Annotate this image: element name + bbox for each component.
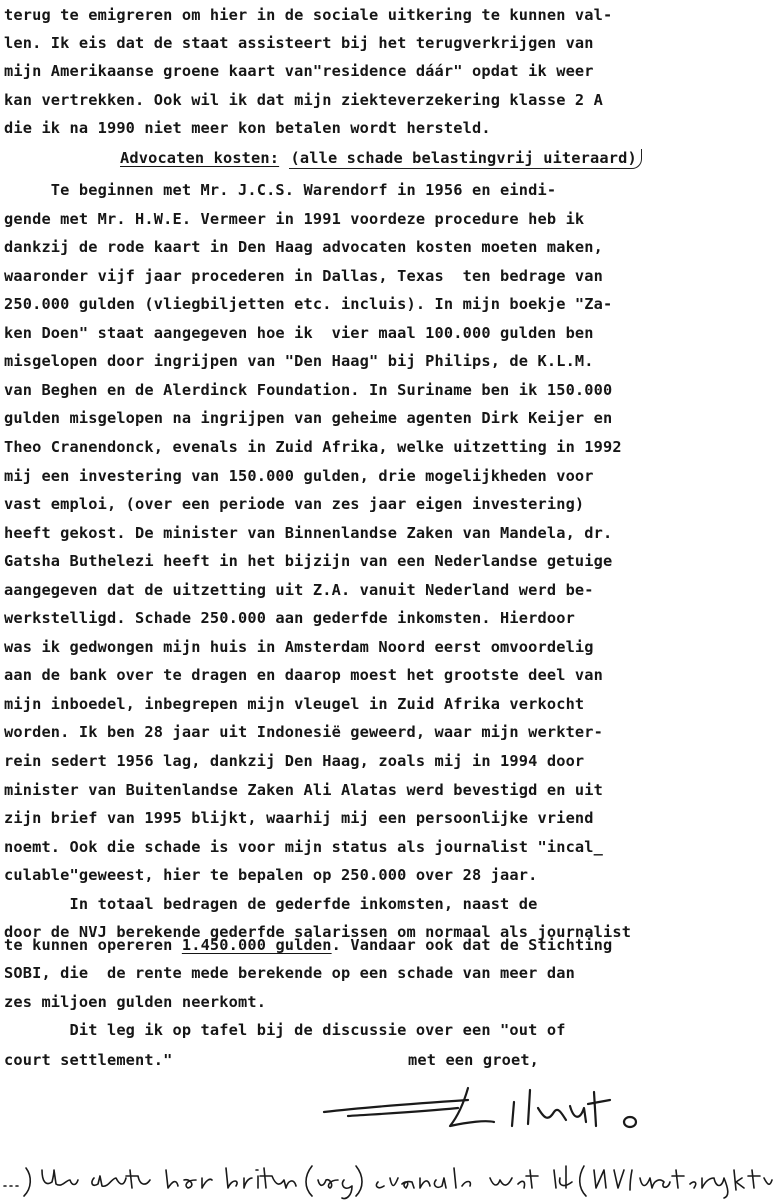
text-line: 250.000 gulden (vliegbiljetten etc. incluis). In mijn boekje "Za- bbox=[4, 295, 613, 314]
text-line: mijn inboedel, inbegrepen mijn vleugel in Zuid Afrika verkocht bbox=[4, 694, 585, 713]
text-line: In totaal bedragen de gederfde inkomsten, naast de bbox=[4, 894, 538, 913]
text-line: Gatsha Buthelezi heeft in het bijzijn van een Nederlandse getuige bbox=[4, 552, 613, 571]
text-line: Theo Cranendonck, evenals in Zuid Afrika, welke uitzetting in 1992 bbox=[4, 437, 622, 456]
text-line: werkstelligd. Schade 250.000 aan gederfde inkomsten. Hierdoor bbox=[4, 609, 575, 628]
text-line: rein sedert 1956 lag, dankzij Den Haag, zoals mij in 1994 door bbox=[4, 752, 585, 770]
text-line: minister van Buitenlandse Zaken Ali Alatas werd bevestigd en uit bbox=[4, 780, 604, 799]
heading-label: Advocaten kosten: bbox=[120, 149, 280, 167]
text-line: mijn Amerikaanse groene kaart van"residence dáár" opdat ik weer bbox=[4, 62, 594, 81]
text-line: Dit leg ik op tafel bij de discussie over een "out of bbox=[4, 1021, 566, 1039]
signature bbox=[318, 1078, 678, 1138]
text-line: kan vertrekken. Ook wil ik dat mijn ziekteverzekering klasse 2 A bbox=[4, 90, 604, 109]
text-line: len. Ik eis dat de staat assisteert bij het terugverkrijgen van bbox=[4, 34, 594, 53]
section-heading bbox=[120, 148, 642, 169]
text-line: heeft gekost. De minister van Binnenlandse Zaken van Mandela, dr. bbox=[4, 523, 613, 542]
text-line: terug te emigreren om hier in de sociale uitkering te kunnen val- bbox=[4, 6, 613, 24]
text-line: aan de bank over te dragen en daarop moest het grootste deel van bbox=[4, 666, 604, 685]
amount-line: te kunnen opereren 1.450.000 gulden. Vandaar ook dat de Stichting bbox=[4, 936, 613, 954]
text-line: zes miljoen gulden neerkomt. bbox=[4, 992, 267, 1011]
text-line: noemt. Ook die schade is voor mijn status als journalist "incal_ bbox=[4, 837, 604, 856]
text-line: culable"geweest, hier te bepalen op 250.000 over 28 jaar. bbox=[4, 866, 538, 885]
greeting: met een groet, bbox=[408, 1051, 540, 1069]
text-line: mij een investering van 150.000 gulden, drie mogelijkheden voor bbox=[4, 466, 594, 485]
text-line: worden. Ik ben 28 jaar uit Indonesië geweerd, waar mijn werkter- bbox=[4, 723, 604, 742]
text-line: aangegeven dat de uitzetting uit Z.A. vanuit Nederland werd be- bbox=[4, 580, 594, 599]
text-line: misgelopen door ingrijpen van "Den Haag" bij Philips, de K.L.M. bbox=[4, 352, 594, 371]
text-line: door de NVJ berekende gederfde salarissen om normaal als journalist bbox=[4, 923, 632, 942]
heading-note: (alle schade belastingvrij uiteraard) bbox=[289, 149, 642, 169]
text-line: gulden misgelopen na ingrijpen van geheime agenten Dirk Keijer en bbox=[4, 409, 613, 428]
text-line: SOBI, die de rente mede berekende op een schade van meer dan bbox=[4, 964, 575, 982]
text-line: zijn brief van 1995 blijkt, waarhij mij een persoonlijke vriend bbox=[4, 809, 594, 828]
text-line: court settlement." bbox=[4, 1051, 173, 1069]
text-line: was ik gedwongen mijn huis in Amsterdam Noord eerst omvoordelig bbox=[4, 637, 594, 656]
text-line: vast emploi, (over een periode van zes jaar eigen investering) bbox=[4, 495, 585, 514]
text-line: die ik na 1990 niet meer kon betalen wordt hersteld. bbox=[4, 118, 491, 137]
text-line: ken Doen" staat aangegeven hoe ik vier maal 100.000 gulden ben bbox=[4, 323, 594, 342]
text-line: gende met Mr. H.W.E. Vermeer in 1991 voordeze procedure heb ik bbox=[4, 209, 585, 228]
text-line: Te beginnen met Mr. J.C.S. Warendorf in 1956 en eindi- bbox=[4, 181, 557, 199]
text-line: van Beghen en de Alerdinck Foundation. In Suriname ben ik 150.000 bbox=[4, 380, 613, 399]
text-line: waaronder vijf jaar procederen in Dallas, Texas ten bedrage van bbox=[4, 266, 604, 285]
text-line: dankzij de rode kaart in Den Haag advocaten kosten moeten maken, bbox=[4, 238, 604, 257]
handwritten-note bbox=[0, 1156, 775, 1200]
total-amount: 1.450.000 gulden bbox=[181, 936, 332, 954]
